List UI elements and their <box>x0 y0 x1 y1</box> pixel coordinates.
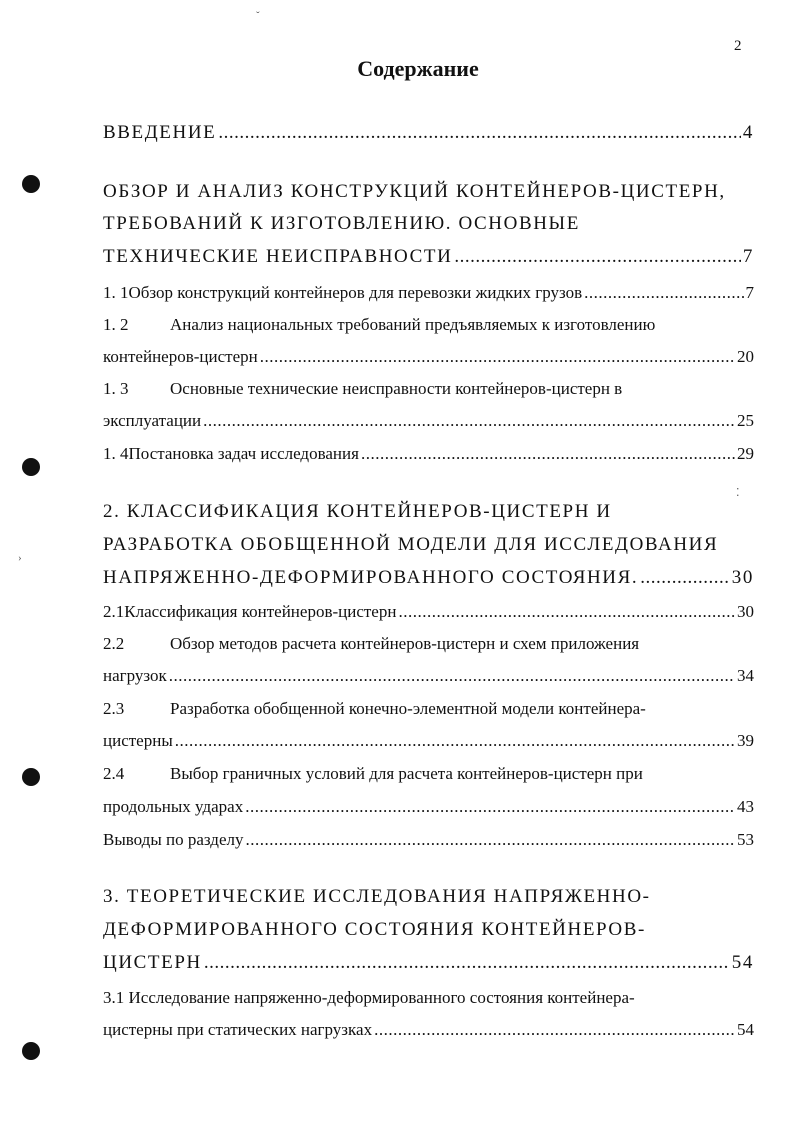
toc-entry-text: ЦИСТЕРН <box>103 952 202 973</box>
toc-entry-text: Основные технические неисправности контейнеров-цистерн в <box>170 379 623 398</box>
toc-entry-1-1[interactable] <box>103 281 754 305</box>
dot-leader <box>584 281 743 305</box>
toc-entry-3-1[interactable] <box>103 1018 754 1042</box>
binder-hole <box>22 1042 40 1060</box>
toc-entry-text: НАПРЯЖЕННО-ДЕФОРМИРОВАННОГО СОСТОЯНИЯ. <box>103 567 639 588</box>
dot-leader <box>454 245 740 269</box>
dot-leader <box>218 121 741 145</box>
dot-leader <box>260 345 735 369</box>
dot-leader <box>203 409 735 433</box>
toc-entry-3-1-line1[interactable] <box>103 986 754 1010</box>
toc-section-number: 1. 4 <box>103 444 129 463</box>
toc-entry-text: ТЕХНИЧЕСКИЕ НЕИСПРАВНОСТИ <box>103 246 453 267</box>
scan-mark: ⁚ <box>736 487 740 499</box>
toc-entry-2-2-line1[interactable] <box>103 632 754 656</box>
toc-section-number: 2.4 <box>103 764 125 783</box>
toc-section-number: 2.1 <box>103 602 125 621</box>
toc-entry-2-4-line1[interactable] <box>103 762 754 786</box>
toc-page-number: 53 <box>737 830 754 849</box>
dot-leader <box>169 664 735 688</box>
toc-chapter-heading[interactable] <box>103 180 754 204</box>
toc-entry-text: РАЗРАБОТКА ОБОБЩЕННОЙ МОДЕЛИ ДЛЯ ИССЛЕДОВАНИЯ <box>103 534 719 555</box>
toc-entry-chapter-3[interactable] <box>103 951 754 975</box>
toc-entry-text: контейнеров-цистерн <box>103 347 258 366</box>
toc-page-number: 7 <box>745 283 754 302</box>
binder-hole <box>22 175 40 193</box>
toc-page-number: 30 <box>731 567 754 588</box>
toc-entry-text: 3. ТЕОРЕТИЧЕСКИЕ ИССЛЕДОВАНИЯ НАПРЯЖЕННО- <box>103 886 651 907</box>
toc-chapter-heading[interactable] <box>103 533 754 557</box>
toc-section-number: 2.2 <box>103 634 125 653</box>
binder-hole <box>22 458 40 476</box>
toc-entry-1-3[interactable] <box>103 409 754 433</box>
toc-page-number: 54 <box>737 1020 754 1039</box>
toc-chapter-heading[interactable] <box>103 885 754 909</box>
toc-entry-text: ТРЕБОВАНИЙ К ИЗГОТОВЛЕНИЮ. ОСНОВНЫЕ <box>103 213 580 234</box>
dot-leader <box>640 566 730 590</box>
toc-entry-text: 2. КЛАССИФИКАЦИЯ КОНТЕЙНЕРОВ-ЦИСТЕРН И <box>103 501 612 522</box>
toc-page-number: 20 <box>737 347 754 366</box>
dot-leader <box>374 1018 735 1042</box>
toc-entry-text: Обзор методов расчета контейнеров-цистерн и схем приложения <box>170 634 640 653</box>
toc-page-number: 43 <box>737 797 754 816</box>
toc-entry-2-3[interactable] <box>103 729 754 753</box>
toc-entry-intro[interactable] <box>103 121 754 145</box>
toc-entry-text: Постановка задач исследования <box>128 444 359 463</box>
toc-entry-1-2-line1[interactable] <box>103 313 754 337</box>
toc-entry-text: цистерны <box>103 731 173 750</box>
binder-hole <box>22 768 40 786</box>
toc-chapter-heading[interactable] <box>103 500 754 524</box>
toc-entry-text: нагрузок <box>103 666 167 685</box>
toc-page-number: 25 <box>737 411 754 430</box>
dot-leader <box>204 951 730 975</box>
dot-leader <box>175 729 735 753</box>
toc-section-number: 1. 3 <box>103 379 129 398</box>
dot-leader <box>245 795 735 819</box>
scan-mark: ˇ <box>256 10 260 22</box>
toc-entry-1-3-line1[interactable] <box>103 377 754 401</box>
toc-entry-1-4[interactable] <box>103 442 754 466</box>
toc-entry-2-3-line1[interactable] <box>103 697 754 721</box>
toc-entry-text: Выводы по разделу <box>103 830 244 849</box>
toc-page-number: 30 <box>737 602 754 621</box>
toc-entry-text: Анализ национальных требований предъявляемых к изготовлению <box>170 315 656 334</box>
toc-entry-1-2[interactable] <box>103 345 754 369</box>
toc-entry-text: цистерны при статических нагрузках <box>103 1020 373 1039</box>
toc-entry-chapter-2[interactable] <box>103 566 754 590</box>
dot-leader <box>361 442 735 466</box>
toc-entry-2-4[interactable] <box>103 795 754 819</box>
toc-entry-text: Обзор конструкций контейнеров для перевозки жидких грузов <box>128 283 583 302</box>
toc-page-number: 7 <box>742 246 754 267</box>
toc-chapter-heading[interactable] <box>103 212 754 236</box>
toc-entry-text: ОБЗОР И АНАЛИЗ КОНСТРУКЦИЙ КОНТЕЙНЕРОВ-ЦИСТЕРН, <box>103 181 726 202</box>
toc-page-number: 29 <box>737 444 754 463</box>
toc-page-number: 39 <box>737 731 754 750</box>
toc-entry-text: ДЕФОРМИРОВАННОГО СОСТОЯНИЯ КОНТЕЙНЕРОВ- <box>103 919 646 940</box>
dot-leader <box>398 600 735 624</box>
toc-entry-2-1[interactable] <box>103 600 754 624</box>
toc-entry-text: 3.1 Исследование напряженно-деформированного состояния контейнера- <box>103 988 635 1007</box>
toc-entry-text: Классификация контейнеров-цистерн <box>124 602 397 621</box>
toc-section-number: 2.3 <box>103 699 125 718</box>
toc-page-number: 4 <box>742 122 754 143</box>
toc-entry-text: ВВЕДЕНИЕ <box>103 122 217 143</box>
toc-section-number: 1. 1 <box>103 283 129 302</box>
toc-section-number: 1. 2 <box>103 315 129 334</box>
toc-page-number: 54 <box>731 952 754 973</box>
dot-leader <box>245 828 735 852</box>
toc-chapter-heading[interactable] <box>103 918 754 942</box>
page-title: Содержание <box>357 56 479 81</box>
toc-entry-text: эксплуатации <box>103 411 202 430</box>
toc-entry-text: продольных ударах <box>103 797 244 816</box>
toc-entry-conclusions[interactable] <box>103 828 754 852</box>
toc-entry-text: Разработка обобщенной конечно-элементной модели контейнера- <box>170 699 646 718</box>
toc-entry-text: Выбор граничных условий для расчета контейнеров-цистерн при <box>170 764 643 783</box>
scan-mark: › <box>18 552 22 564</box>
toc-entry-chapter-1[interactable] <box>103 245 754 269</box>
toc-entry-2-2[interactable] <box>103 664 754 688</box>
page-number: 2 <box>734 38 742 54</box>
toc-page-number: 34 <box>737 666 754 685</box>
